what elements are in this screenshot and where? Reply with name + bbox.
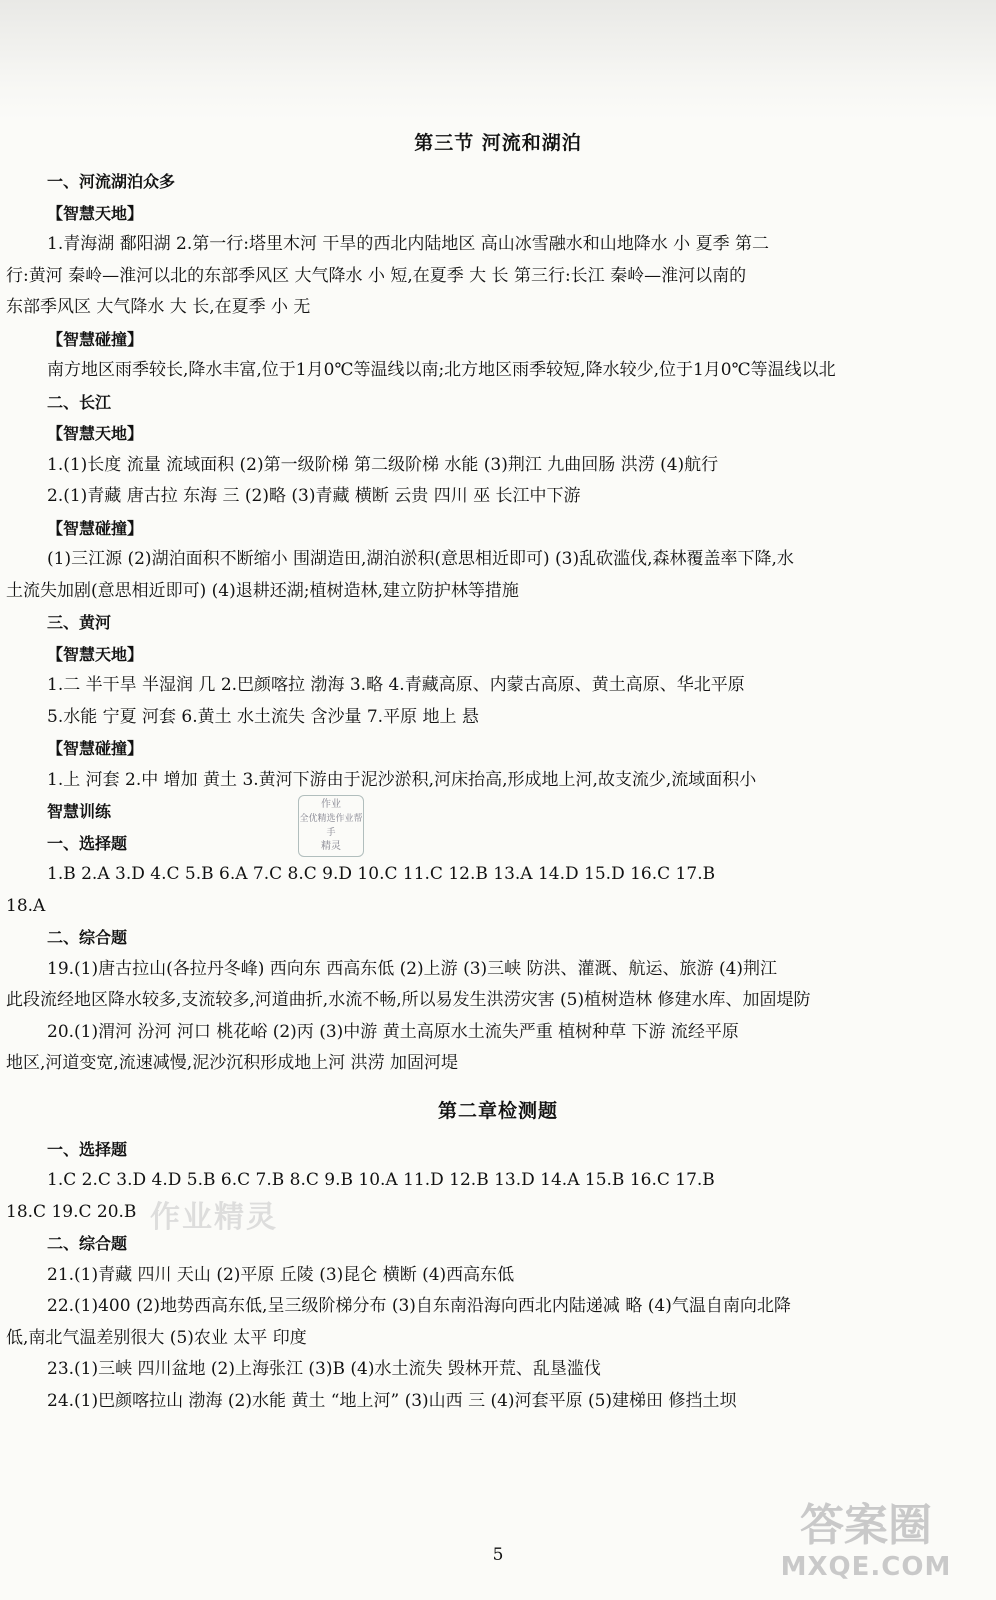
watermark: 作业精灵: [150, 1200, 278, 1235]
answer-line: 1.C 2.C 3.D 4.D 5.B 6.C 7.B 8.C 9.B 10.A 11.D 12.B 13.D 14.A 15.B 16.C 17.B: [47, 1170, 715, 1190]
section-heading: 二、综合题: [47, 928, 128, 947]
section-heading: 【智慧天地】: [47, 644, 144, 664]
stamp-line-1: 作业: [321, 799, 341, 810]
section-heading: 一、选择题: [47, 833, 128, 853]
answer-line: 1.(1)长度 流量 流域面积 (2)第一级阶梯 第二级阶梯 水能 (3)荆江 九曲回肠 洪涝 (4)航行: [47, 454, 719, 475]
section-title: 第三节 河流和湖泊: [414, 132, 582, 154]
answer-line: 21.(1)青藏 四川 天山 (2)平原 丘陵 (3)昆仑 横断 (4)西高东低: [47, 1264, 515, 1285]
section-heading: 【智慧碰撞】: [47, 329, 144, 349]
answer-line: 19.(1)唐古拉山(各拉丹冬峰) 西向东 西高东低 (2)上游 (3)三峡 防洪、灌溉、航运、旅游 (4)荆江: [47, 958, 778, 979]
answer-line: 24.(1)巴颜喀拉山 渤海 (2)水能 黄土 “地上河” (3)山西 三 (4)河套平原 (5)建梯田 修挡土坝: [47, 1390, 737, 1411]
chapter-title: 第二章检测题: [437, 1099, 558, 1122]
section-heading: 【智慧天地】: [47, 424, 144, 443]
answer-line: 地区,河道变宽,流速减慢,泥沙沉积形成地上河 洪涝 加固河堤: [6, 1053, 459, 1073]
section-heading: 三、黄河: [47, 613, 112, 632]
stamp-line-3: 精灵: [321, 841, 341, 852]
answer-line: (1)三江源 (2)湖泊面积不断缩小 围湖造田,湖泊淤积(意思相近即可) (3)乱砍滥伐,森林覆盖率下降,水: [47, 549, 794, 569]
answer-line: 此段流经地区降水较多,支流较多,河道曲折,水流不畅,所以易发生洪涝灾害 (5)植树造林 修建水库、加固堤防: [6, 990, 811, 1010]
section-heading: 智慧训练: [47, 802, 112, 821]
answer-line: 20.(1)渭河 汾河 河口 桃花峪 (2)丙 (3)中游 黄土高原水土流失严重 植树种草 下游 流经平原: [47, 1021, 739, 1042]
section-heading: 二、长江: [47, 392, 112, 412]
logo-text: 答案圈: [800, 1500, 932, 1551]
page-number: 5: [492, 1545, 504, 1565]
answer-line: 1.青海湖 鄱阳湖 2.第一行:塔里木河 干旱的西北内陆地区 高山冰雪融水和山地降水 小 夏季 第二: [47, 234, 769, 254]
section-heading: 一、选择题: [47, 1139, 128, 1159]
section-heading: 一、河流湖泊众多: [47, 172, 176, 191]
answer-line: 南方地区雨季较长,降水丰富,位于1月0℃等温线以南;北方地区雨季较短,降水较少,位于1月0℃等温线以北: [47, 360, 836, 380]
answer-line: 1.二 半干旱 半湿润 几 2.巴颜喀拉 渤海 3.略 4.青藏高原、内蒙古高原、黄土高原、华北平原: [47, 675, 745, 695]
answer-line: 2.(1)青藏 唐古拉 东海 三 (2)略 (3)青藏 横断 云贵 四川 巫 长江中下游: [47, 486, 581, 506]
answer-line: 低,南北气温差别很大 (5)农业 太平 印度: [6, 1327, 307, 1348]
answer-line: 5.水能 宁夏 河套 6.黄土 水土流失 含沙量 7.平原 地上 悬: [47, 706, 479, 727]
section-heading: 二、综合题: [47, 1234, 128, 1253]
stamp: [298, 795, 364, 857]
answer-line: 22.(1)400 (2)地势西高东低,呈三级阶梯分布 (3)自东南沿海向西北内陆递减 略 (4)气温自南向北降: [47, 1296, 791, 1316]
answer-line: 18.C 19.C 20.B: [6, 1201, 137, 1222]
answer-line: 1.B 2.A 3.D 4.C 5.B 6.A 7.C 8.C 9.D 10.C 11.C 12.B 13.A 14.D 15.D 16.C 17.B: [47, 864, 716, 884]
answer-line: 东部季风区 大气降水 大 长,在夏季 小 无: [6, 297, 311, 317]
scan-top-band: [0, 0, 996, 120]
answer-line: 行:黄河 秦岭—淮河以北的东部季风区 大气降水 小 短,在夏季 大 长 第三行:长江 秦岭—淮河以南的: [6, 265, 747, 286]
answer-line: 1.上 河套 2.中 增加 黄土 3.黄河下游由于泥沙淤积,河床抬高,形成地上河,故支流少,流域面积小: [47, 769, 757, 790]
answer-line: 18.A: [6, 895, 46, 916]
section-heading: 【智慧碰撞】: [47, 518, 144, 538]
section-heading: 【智慧天地】: [47, 203, 144, 223]
answer-line: 土流失加剧(意思相近即可) (4)退耕还湖;植树造林,建立防护林等措施: [6, 580, 519, 601]
logo-url: MXQE.COM: [780, 1552, 952, 1582]
stamp-line-2: 全优精选作业帮手: [299, 814, 363, 838]
answer-line: 23.(1)三峡 四川盆地 (2)上海张江 (3)B (4)水土流失 毁林开荒、乱垦滥伐: [47, 1359, 601, 1379]
section-heading: 【智慧碰撞】: [47, 739, 144, 758]
